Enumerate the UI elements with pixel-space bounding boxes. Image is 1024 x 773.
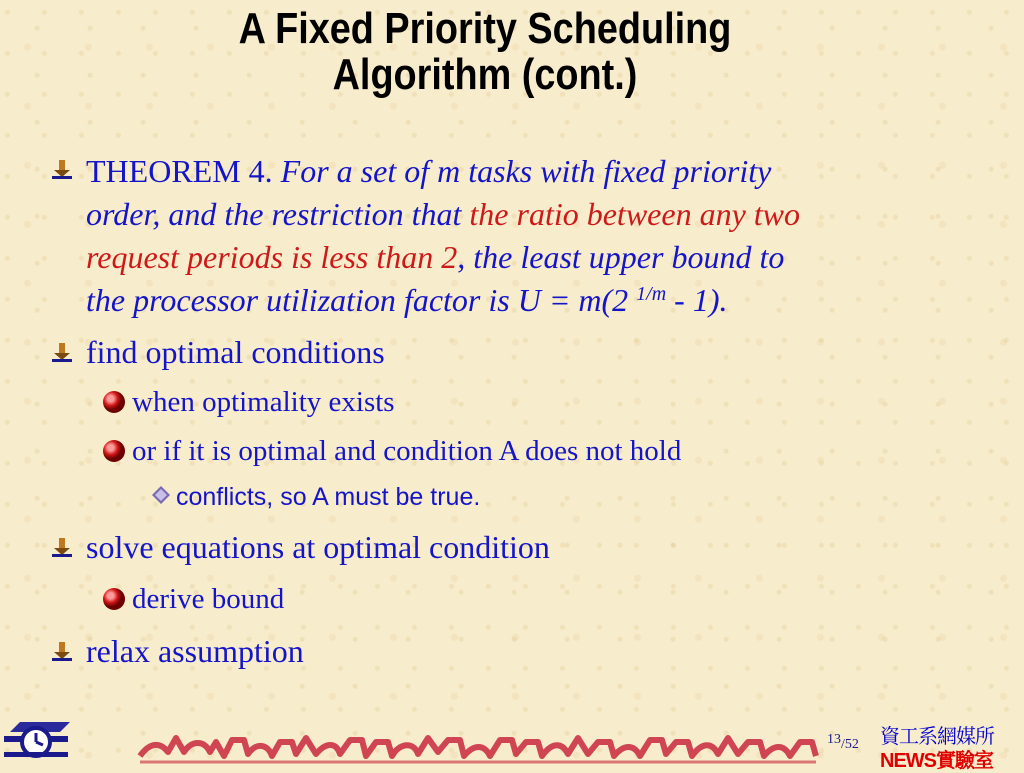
brand-department: 資工系網媒所 (880, 726, 994, 748)
theorem-text-1: For a set of m tasks with fixed priority (280, 153, 772, 189)
bullet-find-optimal: find optimal conditions (86, 334, 385, 370)
theorem-paragraph (86, 150, 986, 322)
diamond-bullet-icon (151, 485, 171, 505)
bullet-conflicts: conflicts, so A must be true. (176, 483, 481, 511)
page-number (827, 732, 859, 752)
arrow-bullet-icon (50, 343, 74, 363)
red-ball-bullet-icon (103, 391, 125, 413)
bullet-relax-assumption: relax assumption (86, 633, 304, 669)
arrow-bullet-icon (50, 538, 74, 558)
theorem-label: THEOREM 4. (86, 153, 273, 189)
theorem-text-2: order, and the restriction that (86, 196, 462, 232)
bullet-solve-equations: solve equations at optimal condition (86, 529, 550, 565)
red-ball-bullet-icon (103, 588, 125, 610)
theorem-text-3: , the least upper bound to (457, 239, 785, 275)
theorem-text-5: - 1). (666, 282, 728, 318)
theorem-highlight-2: request periods is less than 2 (86, 239, 458, 275)
theorem-highlight-1: the ratio between any two (469, 196, 800, 232)
arrow-bullet-icon (50, 642, 74, 662)
footer-decoration (0, 712, 1024, 768)
bullet-derive-bound: derive bound (132, 583, 285, 615)
slide-title (68, 6, 902, 98)
theorem-text-4: the processor utilization factor is U = m(2 (86, 282, 629, 318)
bullet-when-optimality: when optimality exists (132, 386, 395, 418)
arrow-bullet-icon (50, 160, 74, 180)
brand-lab: NEWS實驗室 (880, 750, 993, 772)
page-total: /52 (841, 737, 859, 752)
theorem-exponent: 1/m (636, 283, 667, 305)
slide-title-line1: A Fixed Priority Scheduling (238, 4, 732, 53)
clock-logo-icon (4, 722, 70, 757)
slide-title-line2: Algorithm (cont.) (332, 50, 638, 99)
bullet-or-if-optimal: or if it is optimal and condition A does not hold (132, 435, 682, 467)
page-current: 13 (827, 732, 841, 747)
red-ball-bullet-icon (103, 440, 125, 462)
